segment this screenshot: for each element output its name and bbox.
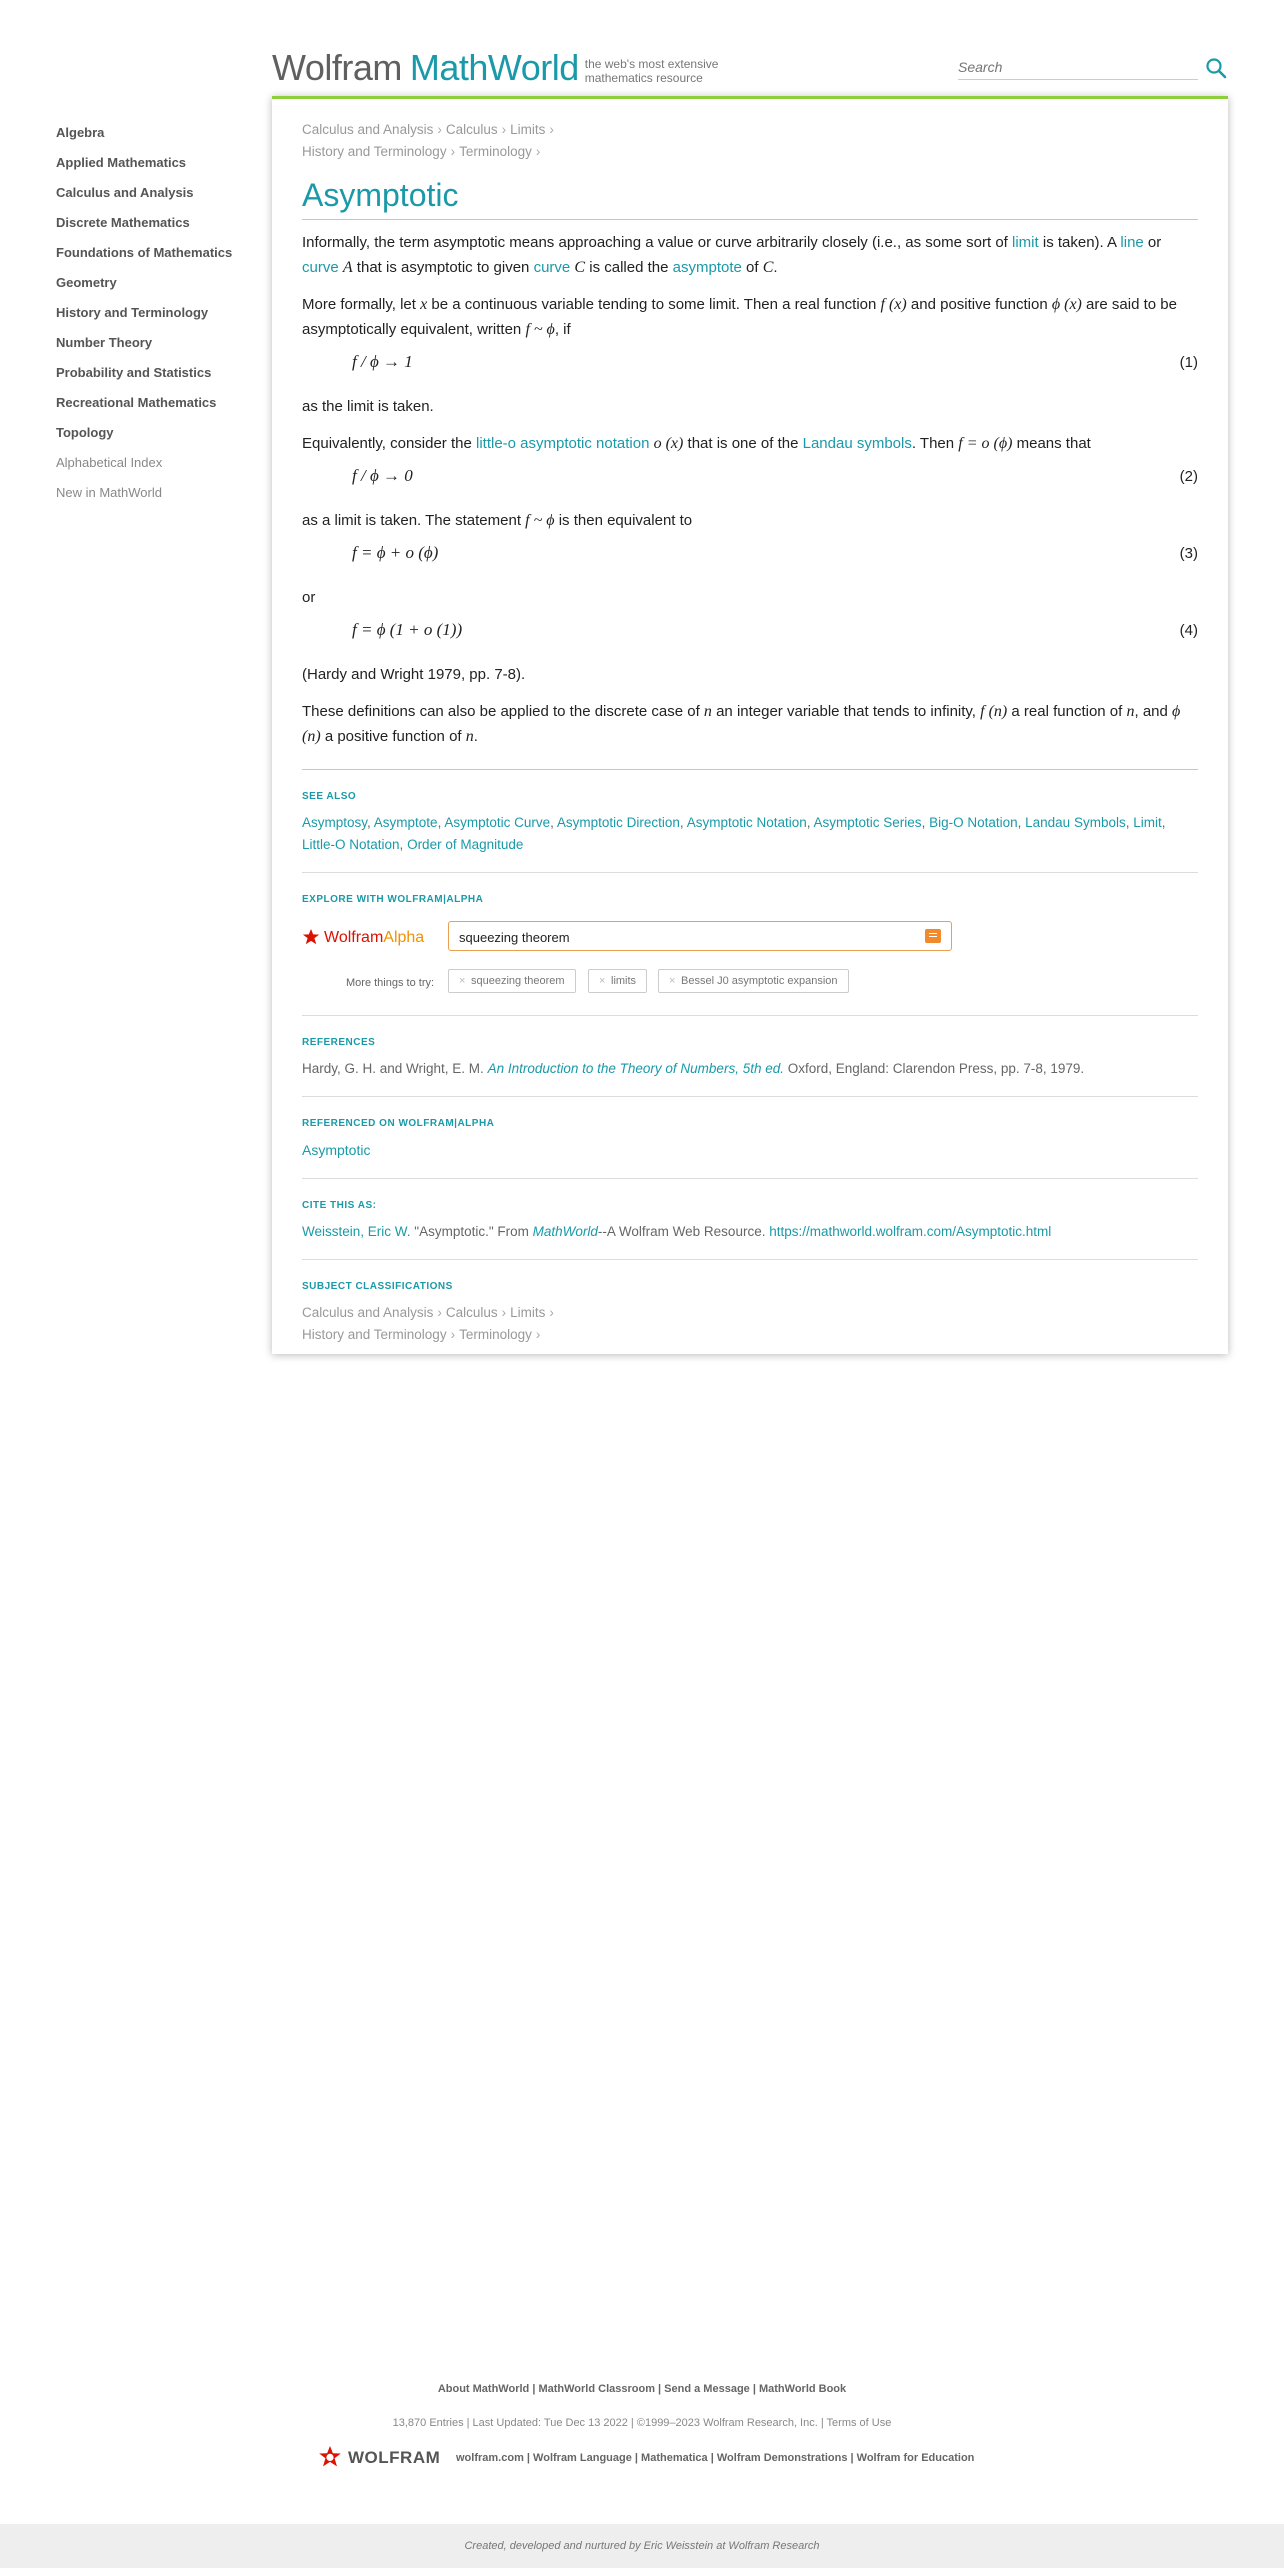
see-also-link[interactable]: Order of Magnitude — [407, 837, 524, 852]
cite-text: "Asymptotic." From — [410, 1224, 533, 1239]
equation-expression: f / ϕ → 0 — [352, 466, 413, 485]
search-bar — [958, 54, 1228, 82]
equation-4 — [302, 616, 1198, 650]
explore-heading: EXPLORE WITH WOLFRAM|ALPHA — [302, 894, 484, 905]
text: Informally, the term asymptotic means approaching a value or curve arbitrarily closely (i.e., as some sort of — [302, 234, 1013, 251]
equation-1 — [302, 348, 1198, 382]
footer-brand-row — [0, 2444, 1284, 2474]
cite-text: --A Wolfram Web Resource. — [597, 1224, 770, 1239]
see-also-link[interactable]: Asymptotic Notation — [686, 815, 807, 830]
equation-number: (3) — [1179, 545, 1198, 562]
see-also-link[interactable]: Asymptosy — [302, 815, 368, 830]
see-also-link[interactable]: Asymptotic Curve — [444, 815, 551, 830]
breadcrumb-calculus[interactable]: Calculus — [445, 122, 498, 137]
subject-history-and-terminology[interactable]: History and Terminology — [302, 1327, 447, 1342]
equation-expression: f = ϕ (1 + o (1)) — [352, 620, 463, 639]
paragraph-8 — [302, 699, 1198, 749]
wolfram-spikey-icon — [302, 929, 320, 947]
sidebar-item-calculus-and-analysis[interactable]: Calculus and Analysis — [56, 185, 194, 200]
wolfram-alpha-asymptotic-link[interactable]: Asymptotic — [302, 1142, 371, 1158]
breadcrumb-separator: › — [437, 122, 442, 137]
sidebar-item-number-theory[interactable]: Number Theory — [56, 335, 153, 350]
see-also-list: Asymptosy, Asymptote, Asymptotic Curve, Asymptotic Direction, Asymptotic Notation, Asymptotic Series, Big-O Notation, Landau Symbols, Limit, Little-O Notation, Order of Magnitude — [302, 815, 1166, 852]
site-header — [272, 44, 1228, 96]
sidebar-item-algebra[interactable]: Algebra — [56, 125, 105, 140]
subject-calculus-and-analysis[interactable]: Calculus and Analysis — [302, 1305, 434, 1320]
wolfram-alpha-submit-icon[interactable] — [925, 929, 941, 943]
math-inline: ϕ (n) — [302, 703, 1181, 745]
mathworld-logo[interactable] — [272, 48, 735, 88]
text: , and — [1134, 703, 1173, 720]
divider — [302, 872, 1198, 873]
sidebar-item-applied-mathematics[interactable]: Applied Mathematics — [56, 155, 187, 170]
subject-limits[interactable]: Limits — [510, 1305, 546, 1320]
math-inline: C — [574, 259, 586, 276]
text: a real function of — [1007, 703, 1127, 720]
wolfram-spikey-icon — [318, 2446, 342, 2470]
breadcrumb-separator: › — [450, 1327, 456, 1342]
wolfram-logo[interactable] — [318, 2446, 440, 2470]
divider — [302, 1259, 1198, 1260]
breadcrumb-limits[interactable]: Limits — [510, 122, 546, 137]
equation-expression: f / ϕ → 1 — [352, 352, 413, 371]
text: be a continuous variable tending to some limit. Then a real function — [427, 296, 881, 313]
math-inline: x — [420, 296, 428, 313]
equation-expression: f = ϕ + o (ϕ) — [352, 543, 439, 562]
wolfram-alpha-widget — [302, 921, 1198, 961]
wolfram-alpha-wordmark — [324, 929, 424, 947]
breadcrumb — [302, 119, 1198, 163]
footer-links[interactable]: About MathWorld | MathWorld Classroom | Send a Message | MathWorld Book — [437, 2383, 847, 2395]
math-inline: ϕ (x) — [1051, 296, 1082, 313]
search-icon[interactable] — [1204, 56, 1228, 80]
main-content-card — [272, 96, 1228, 1354]
text: is taken). A — [1038, 234, 1121, 251]
divider — [302, 1015, 1198, 1016]
sidebar-item-foundations-of-mathematics[interactable]: Foundations of Mathematics — [56, 245, 233, 260]
reference-details: Oxford, England: Clarendon Press, pp. 7-8, 1979. — [783, 1061, 1085, 1076]
link-curve[interactable]: curve — [302, 259, 339, 276]
breadcrumb-separator: › — [549, 1305, 554, 1320]
text: . — [773, 259, 778, 276]
sidebar-item-discrete-mathematics[interactable]: Discrete Mathematics — [56, 215, 190, 230]
text: More formally, let — [302, 296, 421, 313]
text: These definitions can also be applied to the discrete case of — [302, 703, 704, 720]
credit-bar: Created, developed and nurtured by Eric Weisstein at Wolfram Research — [0, 2524, 1284, 2568]
suggestion-chip[interactable]: × Bessel J0 asymptotic expansion — [658, 969, 849, 993]
math-inline: A — [342, 259, 353, 276]
math-inline: C — [762, 259, 774, 276]
suggestion-chip[interactable]: × squeezing theorem — [448, 969, 576, 993]
wolfram-alpha-query-box — [448, 921, 952, 951]
math-inline: o (x) — [653, 435, 684, 452]
equation-2 — [302, 462, 1198, 496]
breadcrumb-separator: › — [450, 144, 456, 159]
logo-wolfram-text: Wolfram — [272, 47, 402, 88]
paragraph-1 — [302, 230, 1198, 280]
math-inline: f ~ ϕ — [525, 321, 555, 338]
breadcrumb-separator: › — [501, 1305, 507, 1320]
logo-mathworld-text: MathWorld — [409, 47, 579, 88]
math-inline: f (n) — [980, 703, 1008, 720]
site-footer — [0, 2380, 1284, 2474]
paragraph-4 — [302, 431, 1198, 456]
subject-calculus[interactable]: Calculus — [445, 1305, 498, 1320]
sidebar-item-new-in-mathworld[interactable]: New in MathWorld — [56, 485, 162, 500]
text: a positive function of — [320, 728, 466, 745]
referenced-on-wolfram-alpha — [302, 1139, 1198, 1162]
wolfram-alpha-wordmark-a: Wolfram — [324, 929, 384, 946]
see-also-link[interactable]: Limit — [1133, 815, 1162, 830]
link-limit[interactable]: limit — [1012, 234, 1039, 251]
see-also-link[interactable]: Little-O Notation — [302, 837, 400, 852]
citation — [302, 1221, 1198, 1243]
link-asymptote[interactable]: asymptote — [672, 259, 742, 276]
equation-number: (2) — [1179, 468, 1198, 485]
logo-tagline: the web's most extensive mathematics resource — [584, 57, 719, 85]
equation-number: (1) — [1179, 354, 1198, 371]
equation-3 — [302, 539, 1198, 573]
suggestion-chip[interactable]: × limits — [588, 969, 647, 993]
math-inline: f ~ ϕ — [525, 512, 555, 529]
math-inline: n — [465, 728, 474, 745]
text: that is asymptotic to given — [352, 259, 534, 276]
link-curve[interactable]: curve — [533, 259, 571, 276]
text: or — [1143, 234, 1162, 251]
text: that is one of the — [683, 435, 803, 452]
see-also-heading: SEE ALSO — [302, 791, 357, 802]
reference-book-link[interactable]: An Introduction to the Theory of Numbers, 5th ed. — [487, 1061, 784, 1076]
wolfram-alpha-logo[interactable] — [302, 929, 424, 947]
divider — [302, 769, 1198, 770]
sidebar-item-history-and-terminology[interactable]: History and Terminology — [56, 305, 209, 320]
breadcrumb-separator: › — [549, 122, 554, 137]
text: , if — [554, 321, 571, 338]
breadcrumb-terminology[interactable]: Terminology — [459, 144, 532, 159]
breadcrumb-separator: › — [535, 1327, 541, 1342]
see-also-link[interactable]: Asymptote — [373, 815, 438, 830]
cite-url-link[interactable]: https://mathworld.wolfram.com/Asymptotic.html — [769, 1224, 1052, 1239]
sidebar-nav — [56, 118, 256, 508]
subject-terminology[interactable]: Terminology — [459, 1327, 532, 1342]
see-also-link[interactable]: Asymptotic Series — [813, 815, 922, 830]
breadcrumb-history-and-terminology[interactable]: History and Terminology — [302, 144, 447, 159]
math-inline: f (x) — [880, 296, 907, 313]
see-also-link[interactable]: Big-O Notation — [929, 815, 1018, 830]
more-things-to-try — [302, 969, 1198, 999]
divider — [302, 1096, 1198, 1097]
sidebar-item-topology[interactable]: Topology — [56, 425, 114, 440]
link-landau-symbols[interactable]: Landau symbols — [802, 435, 912, 452]
math-inline: f = o (ϕ) — [958, 435, 1013, 452]
references-heading: REFERENCES — [302, 1037, 376, 1048]
breadcrumb-separator: › — [437, 1305, 442, 1320]
paragraph-2 — [302, 292, 1198, 342]
math-inline: n — [703, 703, 712, 720]
wolfram-alpha-wordmark-b: Alpha — [383, 929, 425, 946]
referenced-on-wolfram-alpha-heading: REFERENCED ON WOLFRAM|ALPHA — [302, 1118, 495, 1129]
paragraph-5 — [302, 508, 1198, 533]
paragraph-6: or — [302, 589, 316, 606]
see-also-link[interactable]: Landau Symbols — [1025, 815, 1126, 830]
page-title: Asymptotic — [302, 175, 1198, 220]
text: and positive function — [906, 296, 1052, 313]
search-input[interactable] — [958, 54, 1198, 80]
link-line[interactable]: line — [1120, 234, 1144, 251]
paragraph-3: as the limit is taken. — [302, 398, 434, 415]
breadcrumb-separator: › — [535, 144, 541, 159]
cite-author-link[interactable]: Weisstein, Eric W. — [302, 1224, 411, 1239]
cite-heading: CITE THIS AS: — [302, 1200, 377, 1211]
link-little-o-asymptotic-notation[interactable]: little-o asymptotic notation — [476, 435, 650, 452]
footer-stats: 13,870 Entries | Last Updated: Tue Dec 13 2022 | ©1999–2023 Wolfram Research, Inc. | Terms of Use — [392, 2417, 892, 2429]
reference-entry — [302, 1058, 1198, 1080]
text: . — [473, 728, 478, 745]
article — [302, 119, 1198, 1346]
footer-sites[interactable]: wolfram.com | Wolfram Language | Mathematica | Wolfram Demonstrations | Wolfram for Education — [456, 2452, 975, 2464]
text: means that — [1012, 435, 1091, 452]
subject-classifications — [302, 1302, 1198, 1346]
subject-classifications-heading: SUBJECT CLASSIFICATIONS — [302, 1281, 453, 1292]
text: are said to be asymptotically equivalent, written — [302, 296, 1177, 338]
text: is then equivalent to — [554, 512, 693, 529]
text: an integer variable that tends to infinity, — [711, 703, 981, 720]
text: . Then — [911, 435, 959, 452]
reference-authors: Hardy, G. H. and Wright, E. M. — [302, 1061, 488, 1076]
see-also-link[interactable]: Asymptotic Direction — [556, 815, 680, 830]
equation-number: (4) — [1179, 622, 1198, 639]
wolfram-alpha-query-input[interactable] — [459, 928, 899, 946]
text: as a limit is taken. The statement — [302, 512, 526, 529]
text: is called the — [585, 259, 673, 276]
math-inline: n — [1126, 703, 1135, 720]
cite-mathworld-link[interactable]: MathWorld — [532, 1224, 598, 1239]
sidebar-item-geometry[interactable]: Geometry — [56, 275, 117, 290]
text: Equivalently, consider the — [302, 435, 476, 452]
breadcrumb-calculus-and-analysis[interactable]: Calculus and Analysis — [302, 122, 434, 137]
breadcrumb-separator: › — [501, 122, 507, 137]
text: of — [741, 259, 763, 276]
sidebar-item-recreational-mathematics[interactable]: Recreational Mathematics — [56, 395, 217, 410]
wolfram-wordmark: WOLFRAM — [348, 2448, 441, 2467]
paragraph-7: (Hardy and Wright 1979, pp. 7-8). — [302, 666, 526, 683]
sidebar-item-probability-and-statistics[interactable]: Probability and Statistics — [56, 365, 212, 380]
sidebar-item-alphabetical-index[interactable]: Alphabetical Index — [56, 455, 163, 470]
more-things-label: More things to try: — [346, 977, 435, 989]
divider — [302, 1178, 1198, 1179]
